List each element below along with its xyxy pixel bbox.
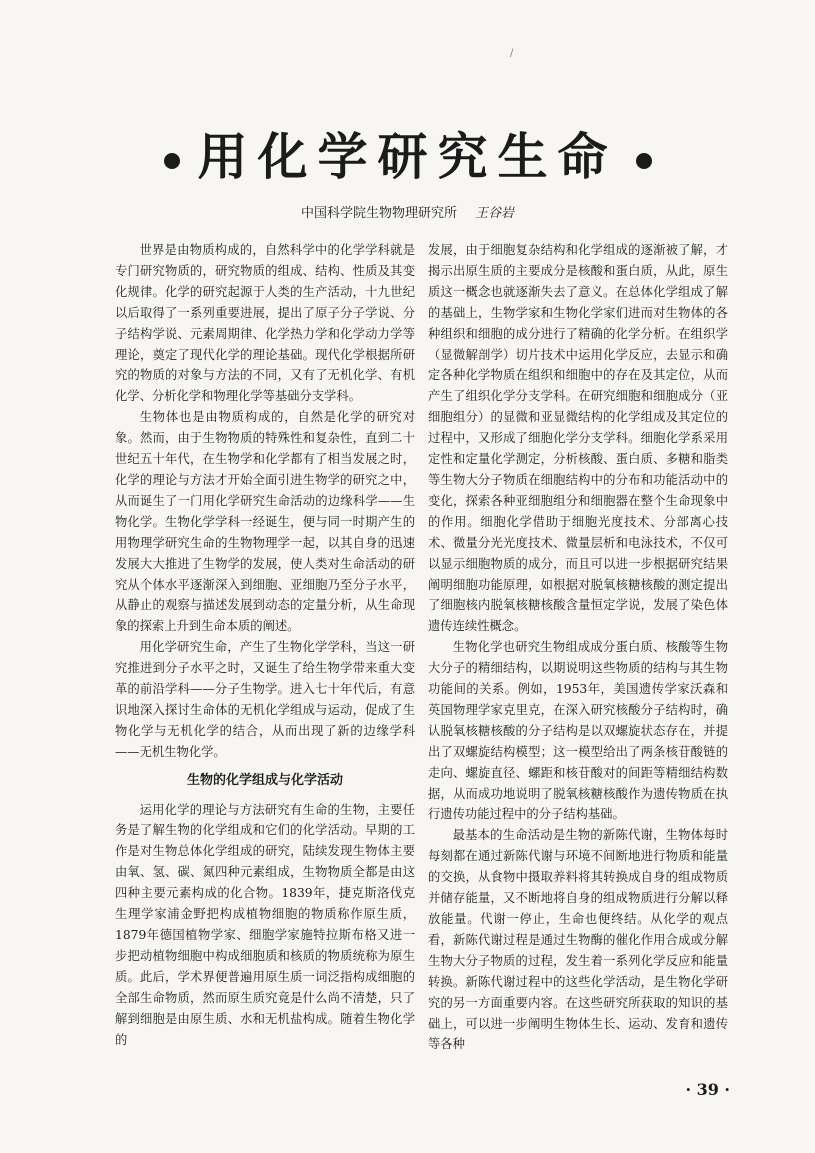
- left-column: [115, 240, 415, 1050]
- paragraph: 生物化学也研究生物组成成分蛋白质、核酸等生物大分子的精细结构，以期说明这些物质的结构与其生物功能间的关系。例如，1953年，美国遗传学家沃森和英国物理学家克里克，在深入研究核酸分子结构时，确认脱氧核糖核酸的分子结构是以双螺旋状态存在，并提出了双螺旋结构模型；这一模型给出了两条核苷酸链的走向、螺旋直径、螺距和核苷酸对的间距等精细结构数据，从而成功地说明了脱氧核糖核酸作为遗传物质在执行遗传功能过程中的分子结构基础。: [428, 640, 728, 822]
- byline: [0, 202, 815, 221]
- scan-mark: /: [510, 48, 514, 59]
- paragraph: 用化学研究生命，产生了生物化学学科，当这一研究推进到分子水平之时，又诞生了给生物学带来重大变革的前沿学科——分子生物学。进入七十年代后，有意识地深入探讨生命体的无机化学组成与运动，促成了生物化学与无机化学的结合，从而出现了新的边缘学科——无机生物化学。: [115, 640, 415, 759]
- affiliation: 中国科学院生物物理研究所: [300, 206, 457, 221]
- paragraph: 最基本的生命活动是生物的新陈代谢，生物体每时每刻都在通过新陈代谢与环境不间断地进行物质和能量的交换，从食物中摄取养料将其转换成自身的组成物质并储存能量，又不断地将自身的组成物质进行分解以释放能量。代谢一停止，生命也便终结。从化学的观点看，新陈代谢过程是通过生物酶的催化作用合成或分解生物大分子物质的过程，发生着一系列化学反应和能量转换。新陈代谢过程中的这些化学活动，是生物化学研究的另一方面重要内容。在这些研究所获取的知识的基础上，可以进一步阐明生物体生长、运动、发育和遗传等各种: [428, 828, 728, 1052]
- paragraph: 生物体也是由物质构成的，自然是化学的研究对象。然而，由于生物物质的特殊性和复杂性，直到二十世纪五十年代，在生物学和化学都有了相当发展之时，化学的理论与方法才开始全面引进生物学的研究之中，从而诞生了一门用化学研究生命活动的边缘科学——生物化学。生物化学学科一经诞生，便与同一时期产生的用物理学研究生命的生物物理学一起，以其自身的迅速发展大大推进了生物学的发展，使人类对生命活动的研究从个体水平逐渐深入到细胞、亚细胞乃至分子水平，从静止的观察与描述发展到动态的定量分析，从生命现象的探索上升到生命本质的阐述。: [115, 410, 415, 634]
- article-title: 用化学研究生命: [197, 128, 618, 186]
- paragraph: 发展，由于细胞复杂结构和化学组成的逐渐被了解，才揭示出原生质的主要成分是核酸和蛋白质，从此，原生质这一概念也就逐渐失去了意义。在总体化学组成了解的基础上，生物学家和生物化学家们进而对生物体的各种组织和细胞的成分进行了精确的化学分析。在组织学（显微解剖学）切片技术中运用化学反应，去显示和确定各种化学物质在组织和细胞中的存在及其定位，从而产生了组织化学分支学科。在研究细胞和细胞成分（亚细胞组分）的显微和亚显微结构的化学组成及其定位的过程中，又形成了细胞化学分支学科。细胞化学系采用定性和定量化学测定，分析核酸、蛋白质、多糖和脂类等生物大分子物质在细胞结构中的分布和功能活动中的变化，探索各种亚细胞组分和细胞器在整个生命现象中的作用。细胞化学借助于细胞光度技术、分部离心技术、微量分光光度技术、微量层析和电泳技术，不仅可以显示细胞物质的成分，而且可以进一步根据研究结果阐明细胞功能原理，如根据对脱氧核糖核酸的测定提出了细胞核内脱氧核糖核酸含量恒定学说，发展了染色体遗传连续性概念。: [428, 243, 728, 634]
- section-heading: 生物的化学组成与化学活动: [186, 772, 343, 788]
- paragraph: 世界是由物质构成的，自然科学中的化学学科就是专门研究物质的，研究物质的组成、结构、性质及其变化规律。化学的研究起源于人类的生产活动，十九世纪以后取得了一系列重要进展，提出了原子分子学说、分子结构学说、元素周期律、化学热力学和化学动力学等理论，奠定了现代化学的理论基础。现代化学根据所研究的物质的对象与方法的不同，又有了无机化学、有机化学、分析化学和物理化学等基础分支学科。: [115, 243, 415, 404]
- author: 王谷岩: [475, 206, 515, 221]
- bullet-dot-icon: [636, 153, 652, 169]
- article-title-line: [0, 128, 815, 186]
- right-column: [428, 240, 728, 1055]
- page-number: · 39 ·: [685, 1080, 730, 1099]
- paragraph: 运用化学的理论与方法研究有生命的生物，主要任务是了解生物的化学组成和它们的化学活动。早期的工作是对生物总体化学组成的研究，陆续发现生物体主要由氧、氢、碳、氮四种元素组成，生物物质全都是由这四种主要元素构成的化合物。1839年，捷克斯洛伐克生理学家浦金野把构成植物细胞的物质称作原生质，1879年德国植物学家、细胞学家施特拉斯布格又进一步把动植物细胞中构成细胞质和核质的物质统称为原生质。此后，学术界便普遍用原生质一词泛指构成细胞的全部生命物质，然而原生质究竟是什么尚不清楚，只了解到细胞是由原生质、水和无机盐构成。随着生物化学的: [115, 802, 415, 1047]
- bullet-dot-icon: [164, 153, 180, 169]
